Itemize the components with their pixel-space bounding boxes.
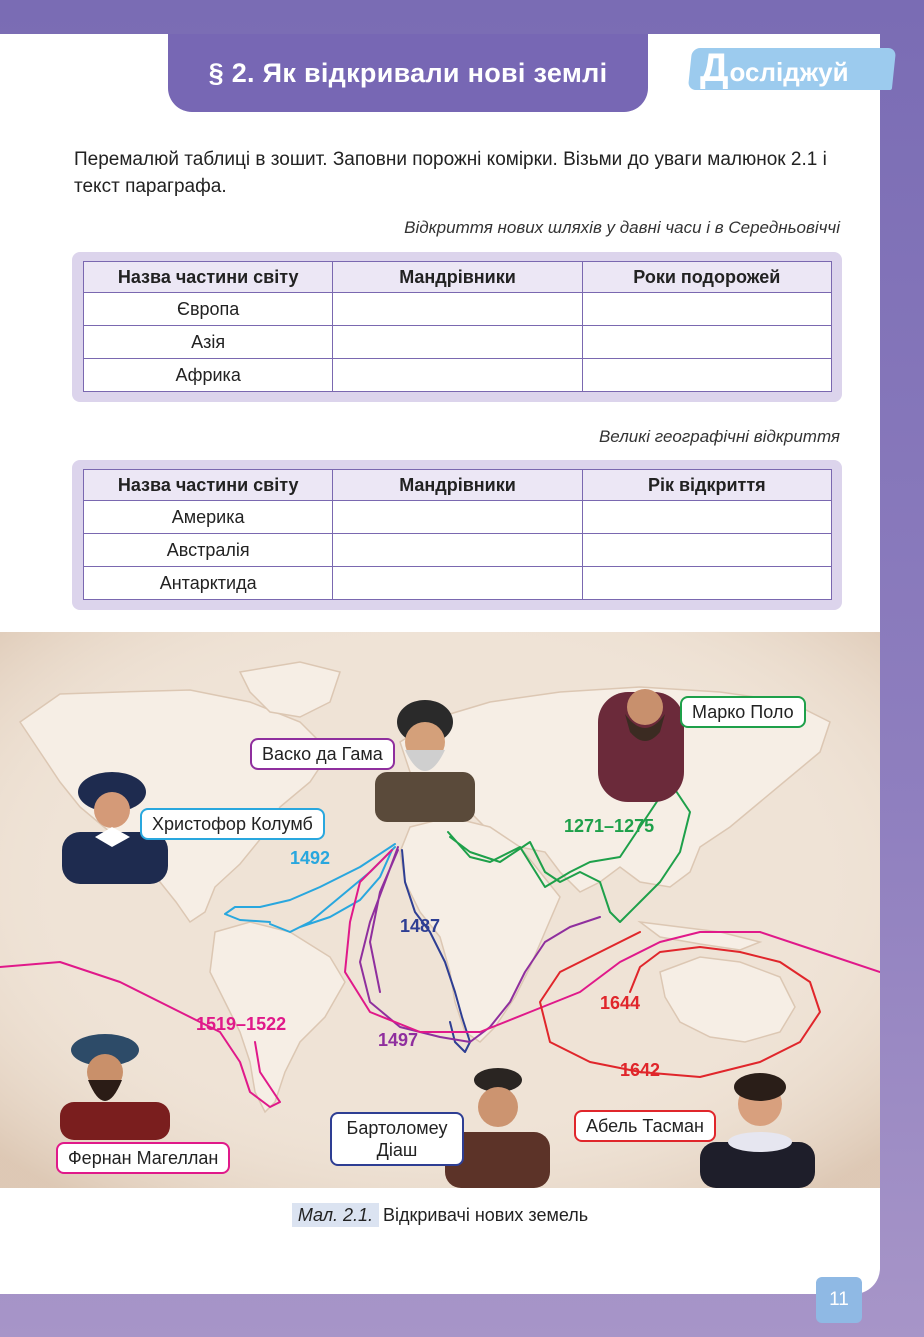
cell-part: Америка: [84, 501, 333, 534]
figure-caption: [0, 1205, 880, 1226]
table-row: [84, 567, 832, 600]
explore-badge-label: [700, 38, 890, 94]
col-header-travelers: Мандрівники: [333, 470, 582, 501]
table-header-row: [84, 262, 832, 293]
world-map-figure: [0, 632, 880, 1188]
col-header-part: Назва частини світу: [84, 262, 333, 293]
table-ancient-routes: [83, 261, 832, 392]
year-vasco: 1497: [378, 1030, 419, 1050]
cell-empty: [333, 567, 582, 600]
cell-empty: [333, 359, 582, 392]
year-polo: 1271–1275: [564, 816, 655, 836]
cell-empty: [582, 293, 831, 326]
cell-empty: [582, 326, 831, 359]
cell-empty: [582, 501, 831, 534]
table1-frame: [72, 252, 842, 402]
cell-part: Африка: [84, 359, 333, 392]
year-tasman-1644: 1644: [600, 993, 641, 1013]
task-instructions: Перемалюй таблиці в зошит. Заповни порожні комірки. Візьми до уваги малюнок 2.1 і текст параграфа.: [74, 149, 827, 197]
cell-part: Азія: [84, 326, 333, 359]
label-magellan: Фернан Магеллан: [56, 1142, 230, 1174]
year-tasman-1642: 1642: [620, 1060, 661, 1080]
section-title: § 2. Як відкривали нові землі: [208, 57, 608, 88]
table-row: [84, 359, 832, 392]
col-header-part: Назва частини світу: [84, 470, 333, 501]
table-row: [84, 293, 832, 326]
table1-caption: Відкриття нових шляхів у давні часи і в Середньовіччі: [404, 218, 840, 237]
cell-empty: [333, 326, 582, 359]
table-row: [84, 501, 832, 534]
col-header-year: Рік відкриття: [582, 470, 831, 501]
label-tasman: Абель Тасман: [574, 1110, 716, 1142]
section-title-tab: [168, 34, 648, 112]
cell-empty: [333, 293, 582, 326]
label-dias: Бартоломеу Діаш: [330, 1112, 464, 1166]
table-row: [84, 534, 832, 567]
cell-empty: [333, 534, 582, 567]
cell-empty: [582, 359, 831, 392]
label-vasco-da-gama: Васко да Гама: [250, 738, 395, 770]
portrait-polo: [598, 689, 684, 802]
table2-caption: Великі географічні відкриття: [598, 427, 840, 446]
cell-empty: [582, 567, 831, 600]
badge-initial: Д: [700, 46, 729, 90]
table-great-discoveries: [83, 469, 832, 600]
page-number: 11: [816, 1277, 862, 1323]
table-header-row: [84, 470, 832, 501]
cell-empty: [582, 534, 831, 567]
badge-rest: осліджуй: [729, 57, 849, 87]
year-dias: 1487: [400, 916, 441, 936]
cell-part: Австралія: [84, 534, 333, 567]
figure-caption-label: Мал. 2.1.: [292, 1203, 379, 1227]
year-columbus: 1492: [290, 848, 331, 868]
cell-part: Європа: [84, 293, 333, 326]
label-columbus: Христофор Колумб: [140, 808, 325, 840]
col-header-years: Роки подорожей: [582, 262, 831, 293]
table-row: [84, 326, 832, 359]
figure-caption-text: Відкривачі нових земель: [383, 1205, 589, 1225]
cell-part: Антарктида: [84, 567, 333, 600]
cell-empty: [333, 501, 582, 534]
col-header-travelers: Мандрівники: [333, 262, 582, 293]
year-magellan: 1519–1522: [196, 1014, 287, 1034]
label-marco-polo: Марко Поло: [680, 696, 806, 728]
table2-frame: [72, 460, 842, 610]
